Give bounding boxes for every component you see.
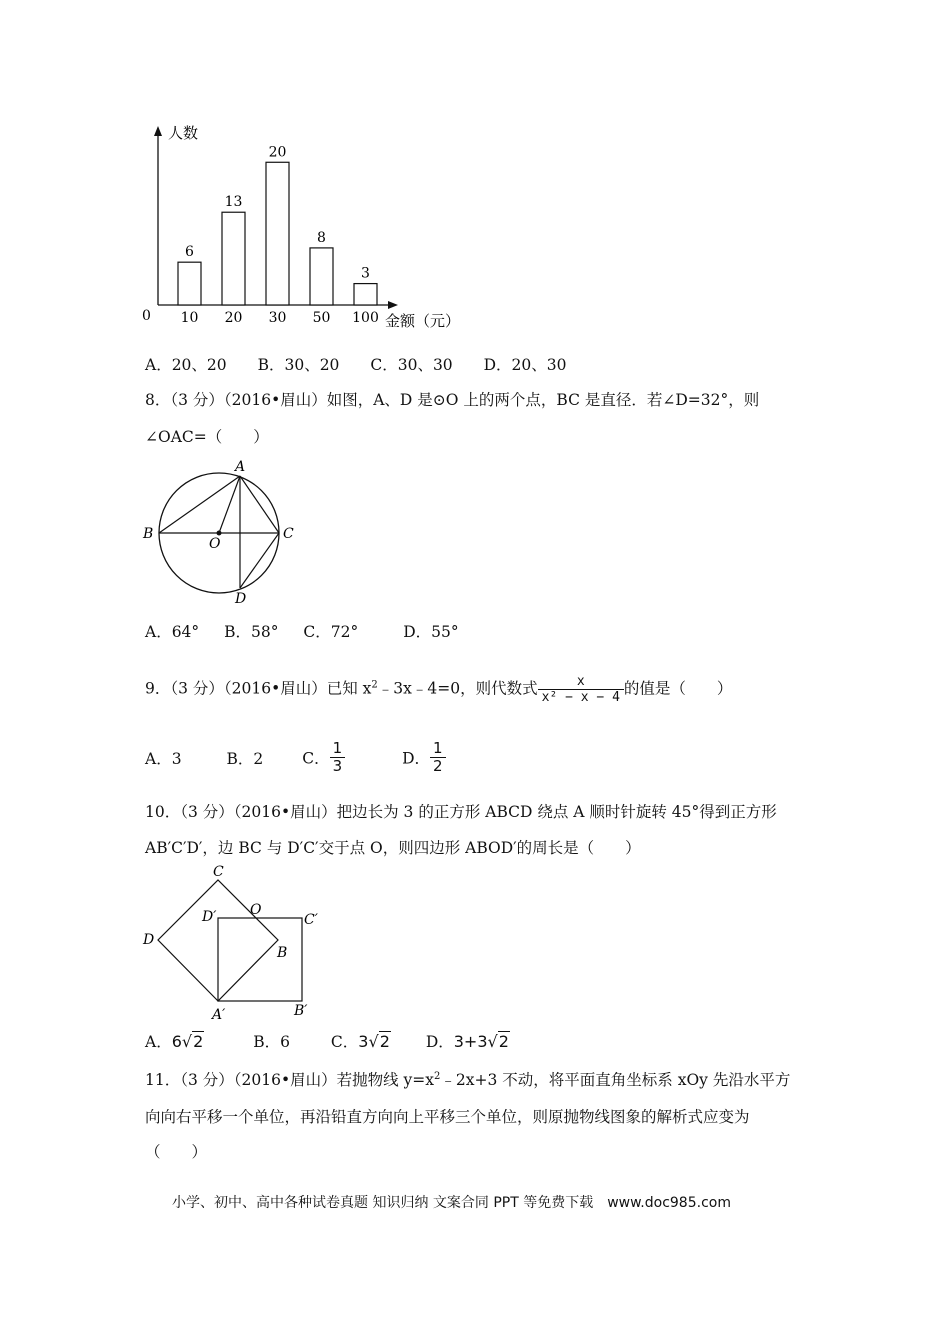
q10-option-c[interactable] xyxy=(331,1030,391,1052)
q10-option-a[interactable] xyxy=(145,1030,204,1052)
x-axis-label: 金额（元） xyxy=(385,312,461,330)
q9-fraction-numerator: x xyxy=(576,674,585,689)
q7-option-b[interactable]: B．30、20 xyxy=(257,356,340,374)
q11-stem-prefix: 11．（3 分）（2016•眉山）若抛物线 y=x xyxy=(145,1071,435,1089)
q10-option-a-value: 6√2 xyxy=(171,1032,204,1051)
data-label-30: 20 xyxy=(268,144,287,161)
label-o: O xyxy=(250,902,262,918)
q7-options xyxy=(145,353,592,375)
data-label-50: 8 xyxy=(317,229,326,246)
q7-option-a[interactable]: A．20、20 xyxy=(145,356,227,374)
q11-exponent: 2 xyxy=(434,1070,441,1082)
y-axis-label: 人数 xyxy=(168,124,199,142)
tick-label-50: 50 xyxy=(312,310,331,326)
q9-stem-prefix: 9．（3 分）（2016•眉山）已知 x xyxy=(145,679,372,698)
q10-options xyxy=(145,1030,536,1052)
label-a-prime: A′ xyxy=(212,1007,226,1023)
q8-options xyxy=(145,620,485,642)
q8-circle-figure xyxy=(138,455,308,610)
q9-option-c-num: 1 xyxy=(332,739,343,757)
q10-option-d-coef: 3+3 xyxy=(453,1032,488,1051)
q8-stem-line1: 8．（3 分）（2016•眉山）如图，A、D 是⊙O 上的两个点，BC 是直径．若∠D=32°，则 xyxy=(145,391,760,409)
q9-option-c-den: 3 xyxy=(330,757,346,775)
x-axis-arrow xyxy=(388,301,398,309)
q10-option-c-label: C． xyxy=(330,1033,359,1051)
q9-option-d-label: D． xyxy=(402,749,430,768)
q10-stem-line1: 10．（3 分）（2016•眉山）把边长为 3 的正方形 ABCD 绕点 A 顺时针旋转 45°得到正方形 xyxy=(145,803,777,821)
q9-option-a[interactable]: A．3 xyxy=(145,749,182,768)
label-b: B xyxy=(277,945,288,961)
data-label-10: 6 xyxy=(185,244,194,261)
q11-stem-line1 xyxy=(145,1068,790,1090)
center-point xyxy=(217,531,222,536)
label-c: C xyxy=(283,526,294,542)
q9-stem-suffix: 的值是（ ） xyxy=(623,679,733,698)
label-c-prime: C′ xyxy=(304,912,318,928)
tick-label-10: 10 xyxy=(180,310,199,326)
q9-options xyxy=(145,740,472,775)
label-d: D xyxy=(143,932,155,948)
q9-stem xyxy=(145,674,732,705)
bar-50 xyxy=(310,248,333,305)
q7-option-c[interactable]: C．30、30 xyxy=(370,356,453,374)
bars-group xyxy=(178,144,379,326)
bar-10 xyxy=(178,262,201,305)
label-a: A xyxy=(235,459,246,475)
q9-option-d-num: 1 xyxy=(433,739,443,757)
segment-ab xyxy=(159,476,240,533)
q10-option-d-value: 3+3√2 xyxy=(453,1032,509,1051)
q10-option-b[interactable]: B．6 xyxy=(253,1033,290,1051)
y-axis-arrow xyxy=(154,126,162,136)
q10-option-c-value: 3√2 xyxy=(358,1032,390,1051)
data-label-20: 13 xyxy=(224,194,243,211)
q9-stem-mid: ﹣3x﹣4=0，则代数式 xyxy=(377,679,538,698)
bar-100 xyxy=(354,284,377,305)
q10-option-a-radicand: 2 xyxy=(193,1032,204,1051)
tick-label-100: 100 xyxy=(352,310,379,326)
q8-stem-line2: ∠OAC=（ ） xyxy=(145,428,269,446)
q9-option-c[interactable] xyxy=(302,740,345,775)
label-c: C xyxy=(213,864,224,880)
bar-chart xyxy=(130,120,480,335)
footer-text: 小学、初中、高中各种试卷真题 知识归纳 文案合同 PPT 等免费下载 www.doc985.com xyxy=(172,1195,731,1211)
data-label-100: 3 xyxy=(361,265,370,282)
q11-stem-suffix: ﹣2x+3 不动，将平面直角坐标系 xOy 先沿水平方 xyxy=(440,1071,791,1089)
q9-fraction xyxy=(538,674,624,705)
q10-option-d-label: D． xyxy=(425,1033,454,1051)
label-d: D xyxy=(235,591,247,607)
q8-option-d[interactable]: D．55° xyxy=(403,623,459,641)
q9-option-d[interactable] xyxy=(402,740,445,775)
q9-option-d-den: 2 xyxy=(430,757,446,775)
q7-option-d[interactable]: D．20、30 xyxy=(483,356,567,374)
q11-stem-line2: 向向右平移一个单位，再沿铅直方向向上平移三个单位，则原抛物线图象的解析式应变为 xyxy=(145,1108,750,1126)
segment-ao xyxy=(219,476,240,533)
q10-option-c-coef: 3 xyxy=(358,1032,369,1051)
tick-label-30: 30 xyxy=(268,310,287,326)
tick-label-20: 20 xyxy=(224,310,243,326)
q9-option-c-fraction xyxy=(330,740,346,775)
q10-option-a-coef: 6 xyxy=(171,1032,182,1051)
q9-option-c-label: C． xyxy=(302,749,330,768)
q9-exponent: 2 xyxy=(371,679,378,691)
q10-option-c-radicand: 2 xyxy=(379,1032,390,1051)
label-b-prime: B′ xyxy=(294,1003,308,1019)
segment-ac xyxy=(240,476,279,533)
origin-label: 0 xyxy=(142,308,151,324)
label-o: O xyxy=(209,536,221,552)
segment-dc xyxy=(240,533,279,588)
label-b: B xyxy=(143,526,154,542)
q11-stem-line3: （ ） xyxy=(145,1143,208,1161)
bar-30 xyxy=(266,162,289,305)
q10-option-d[interactable] xyxy=(426,1030,510,1052)
q9-fraction-denominator: x² − x − 4 xyxy=(538,689,624,705)
q9-option-d-fraction xyxy=(430,740,446,775)
bar-20 xyxy=(222,212,245,305)
label-d-prime: D′ xyxy=(202,909,217,925)
q10-stem-line2: AB′C′D′，边 BC 与 D′C′交于点 O，则四边形 ABOD′的周长是（ ） xyxy=(145,839,641,857)
q8-option-c[interactable]: C．72° xyxy=(303,623,359,641)
q10-option-d-radicand: 2 xyxy=(498,1032,509,1051)
q10-option-a-label: A． xyxy=(145,1033,172,1051)
q10-square-figure xyxy=(138,863,328,1023)
q8-option-a[interactable]: A．64° xyxy=(145,623,200,641)
q9-option-b[interactable]: B．2 xyxy=(226,749,264,768)
q8-option-b[interactable]: B．58° xyxy=(224,623,279,641)
